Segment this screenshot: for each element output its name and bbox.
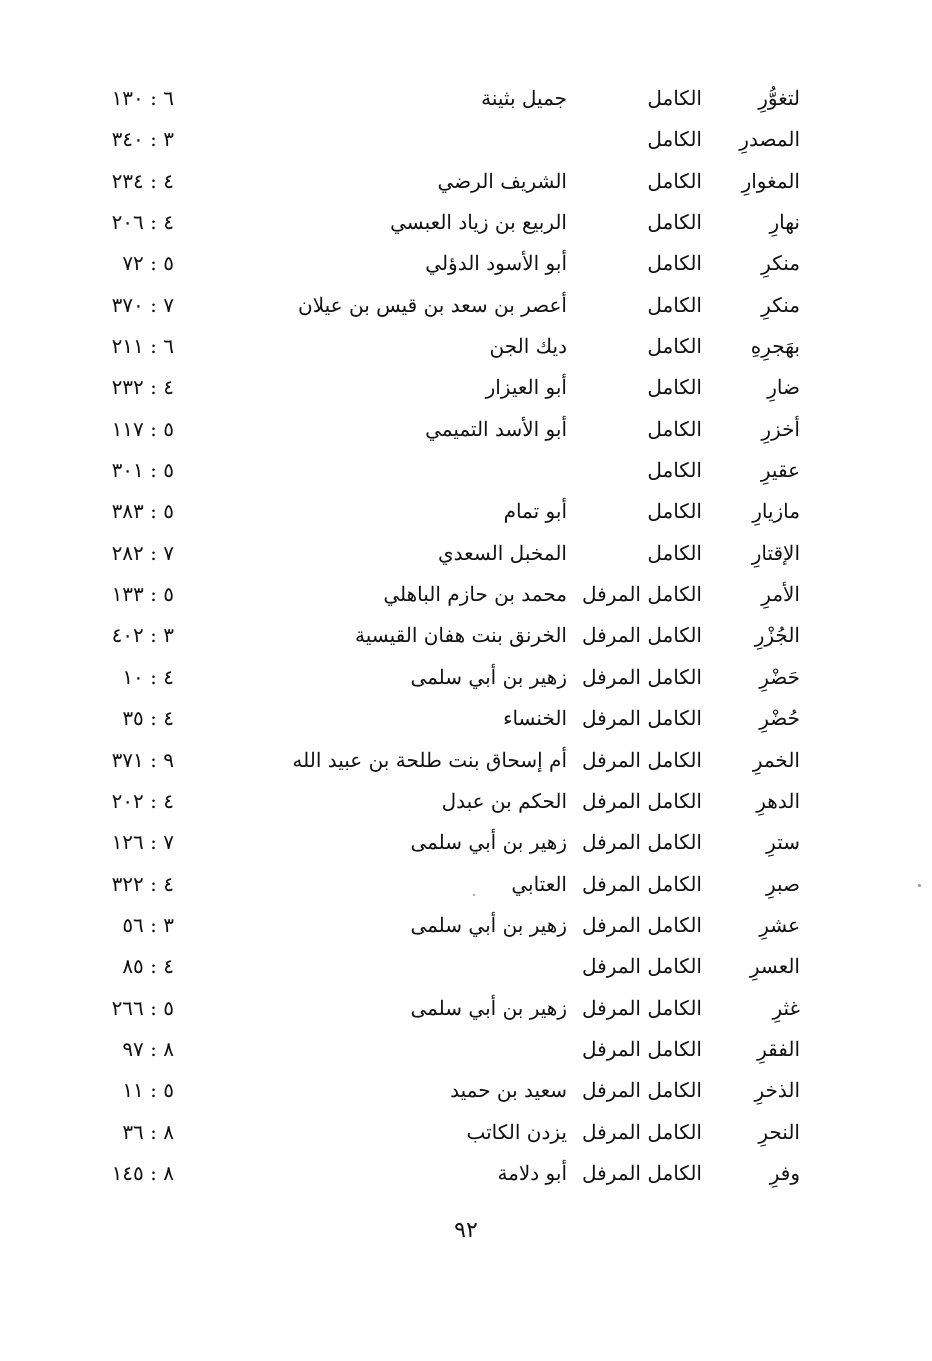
rhyme-word: بهَجرِهِ [750,334,800,359]
meter-name: الكامل [647,292,702,317]
index-row [0,864,932,905]
meter-name: الكامل [647,416,702,441]
rhyme-word: حُضْرِ [759,706,800,731]
rhyme-word: منكرِ [761,292,800,317]
index-row [0,161,932,202]
rhyme-word: لتغوُّرِ [758,86,800,110]
volume-page-ref: ٤ : ٨٥ [122,954,174,979]
volume-page-ref: ٦ : ١٣٠ [111,86,174,110]
poet-name: الخنساء [503,706,567,731]
rhyme-word: منكرِ [761,251,800,276]
margin-mark [918,884,921,887]
poet-name: زهير بن أبي سلمى [410,664,567,689]
index-row [0,409,932,450]
rhyme-word: عقيرِ [760,458,800,483]
rhyme-word: النحرِ [758,1119,800,1144]
poet-name: أم إسحاق بنت طلحة بن عبيد الله [292,747,567,772]
rhyme-word: المصدرِ [739,127,800,152]
rhyme-word: الأمرِ [761,582,800,607]
poet-name: زهير بن أبي سلمى [410,912,567,937]
volume-page-ref: ٥ : ٣٨٣ [111,499,174,524]
rhyme-word: الذخرِ [754,1078,800,1103]
poet-name: الخرنق بنت هفان القيسية [354,623,567,648]
poet-name: سعيد بن حميد [450,1078,567,1103]
volume-page-ref: ٥ : ٧٢ [122,251,174,276]
poet-name: أبو الأسد التميمي [425,416,567,441]
index-row [0,450,932,491]
rhyme-word: صبرِ [765,871,800,896]
meter-name: الكامل [647,334,702,359]
index-row [0,946,932,987]
page-number: ٩٢ [454,1218,478,1243]
poet-name: أبو العيزار [485,375,567,400]
volume-page-ref: ٧ : ٣٧٠ [111,292,174,317]
volume-page-ref: ٥ : ١٣٣ [111,582,174,607]
volume-page-ref: ٥ : ١١ [122,1078,174,1103]
index-row [0,78,932,119]
meter-name: الكامل [647,210,702,235]
index-row [0,367,932,408]
volume-page-ref: ٨ : ٩٧ [122,1036,174,1061]
meter-name: الكامل [647,458,702,483]
rhyme-word: أخزرِ [761,416,800,441]
volume-page-ref: ٤ : ١٠ [122,664,174,689]
meter-name: الكامل المرفل [582,788,702,813]
poet-name: الشريف الرضي [437,168,567,193]
meter-name: الكامل المرفل [582,623,702,648]
rhyme-word: مازيارِ [752,499,800,524]
rhyme-word: الجُزْرِ [754,623,800,648]
index-row [0,119,932,160]
volume-page-ref: ٣ : ٣٤٠ [111,127,174,152]
volume-page-ref: ٦ : ٢١١ [111,334,174,359]
meter-name: الكامل المرفل [582,995,702,1020]
volume-page-ref: ٣ : ٥٦ [122,912,174,937]
volume-page-ref: ٤ : ٢٠٦ [111,210,174,235]
volume-page-ref: ٧ : ١٢٦ [111,830,174,855]
meter-name: الكامل المرفل [582,1078,702,1103]
poet-name: أعصر بن سعد بن قيس بن عيلان [298,292,567,317]
volume-page-ref: ٧ : ٢٨٢ [111,540,174,565]
meter-name: الكامل المرفل [582,954,702,979]
poetry-index-table [0,78,932,1194]
volume-page-ref: ٤ : ٣٥ [122,706,174,731]
index-row [0,822,932,863]
poet-name: المخبل السعدي [438,540,567,565]
meter-name: الكامل المرفل [582,912,702,937]
index-row [0,657,932,698]
index-row [0,905,932,946]
meter-name: الكامل [647,375,702,400]
index-row [0,202,932,243]
volume-page-ref: ٤ : ٢٣٢ [111,375,174,400]
meter-name: الكامل المرفل [582,664,702,689]
meter-name: الكامل [647,86,702,110]
poet-name: العتابي [511,871,567,896]
volume-page-ref: ٨ : ١٤٥ [111,1160,174,1185]
volume-page-ref: ٨ : ٣٦ [122,1119,174,1144]
index-row [0,1070,932,1111]
rhyme-word: ضارِ [767,375,800,400]
meter-name: الكامل المرفل [582,1160,702,1185]
volume-page-ref: ٤ : ٢٠٢ [111,788,174,813]
volume-page-ref: ٣ : ٤٠٢ [111,623,174,648]
volume-page-ref: ٥ : ١١٧ [111,416,174,441]
poet-name: أبو تمام [503,499,567,524]
poet-name: الربيع بن زياد العبسي [390,210,567,235]
index-row [0,740,932,781]
meter-name: الكامل المرفل [582,1036,702,1061]
poet-name: زهير بن أبي سلمى [410,830,567,855]
rhyme-word: وفرِ [769,1160,800,1185]
rhyme-word: الإقتارِ [751,540,800,565]
poet-name: أبو دلامة [497,1160,567,1185]
poet-name: أبو الأسود الدؤلي [425,251,567,276]
index-row [0,698,932,739]
poet-name: الحكم بن عبدل [441,788,567,813]
index-row [0,1112,932,1153]
rhyme-word: العسرِ [749,954,800,979]
index-row [0,326,932,367]
index-row [0,615,932,656]
index-row [0,988,932,1029]
meter-name: الكامل [647,540,702,565]
margin-mark [473,894,475,896]
meter-name: الكامل [647,499,702,524]
volume-page-ref: ٥ : ٢٦٦ [111,995,174,1020]
poet-name: جميل بثينة [481,86,567,110]
index-row [0,574,932,615]
index-row [0,491,932,532]
meter-name: الكامل المرفل [582,871,702,896]
meter-name: الكامل [647,168,702,193]
meter-name: الكامل المرفل [582,582,702,607]
rhyme-word: الفقرِ [757,1036,800,1061]
poet-name: زهير بن أبي سلمى [410,995,567,1020]
meter-name: الكامل [647,127,702,152]
rhyme-word: الدهرِ [756,788,800,813]
index-row [0,1153,932,1194]
volume-page-ref: ٥ : ٣٠١ [111,458,174,483]
rhyme-word: الخمرِ [752,747,800,772]
index-row [0,243,932,284]
index-row [0,781,932,822]
meter-name: الكامل المرفل [582,1119,702,1144]
poet-name: محمد بن حازم الباهلي [383,582,567,607]
volume-page-ref: ٩ : ٣٧١ [111,747,174,772]
meter-name: الكامل المرفل [582,830,702,855]
poet-name: يزدن الكاتب [466,1119,567,1144]
rhyme-word: عشرِ [759,912,800,937]
index-row [0,285,932,326]
volume-page-ref: ٤ : ٣٢٢ [111,871,174,896]
rhyme-word: سترِ [766,830,800,855]
rhyme-word: المغوارِ [741,168,800,193]
meter-name: الكامل [647,251,702,276]
meter-name: الكامل المرفل [582,747,702,772]
poet-name: ديك الجن [489,334,567,359]
index-row [0,533,932,574]
index-row [0,1029,932,1070]
meter-name: الكامل المرفل [582,706,702,731]
rhyme-word: غثرِ [772,995,800,1020]
rhyme-word: حَضْرِ [759,664,800,689]
volume-page-ref: ٤ : ٢٣٤ [111,168,174,193]
rhyme-word: نهارِ [769,210,800,235]
